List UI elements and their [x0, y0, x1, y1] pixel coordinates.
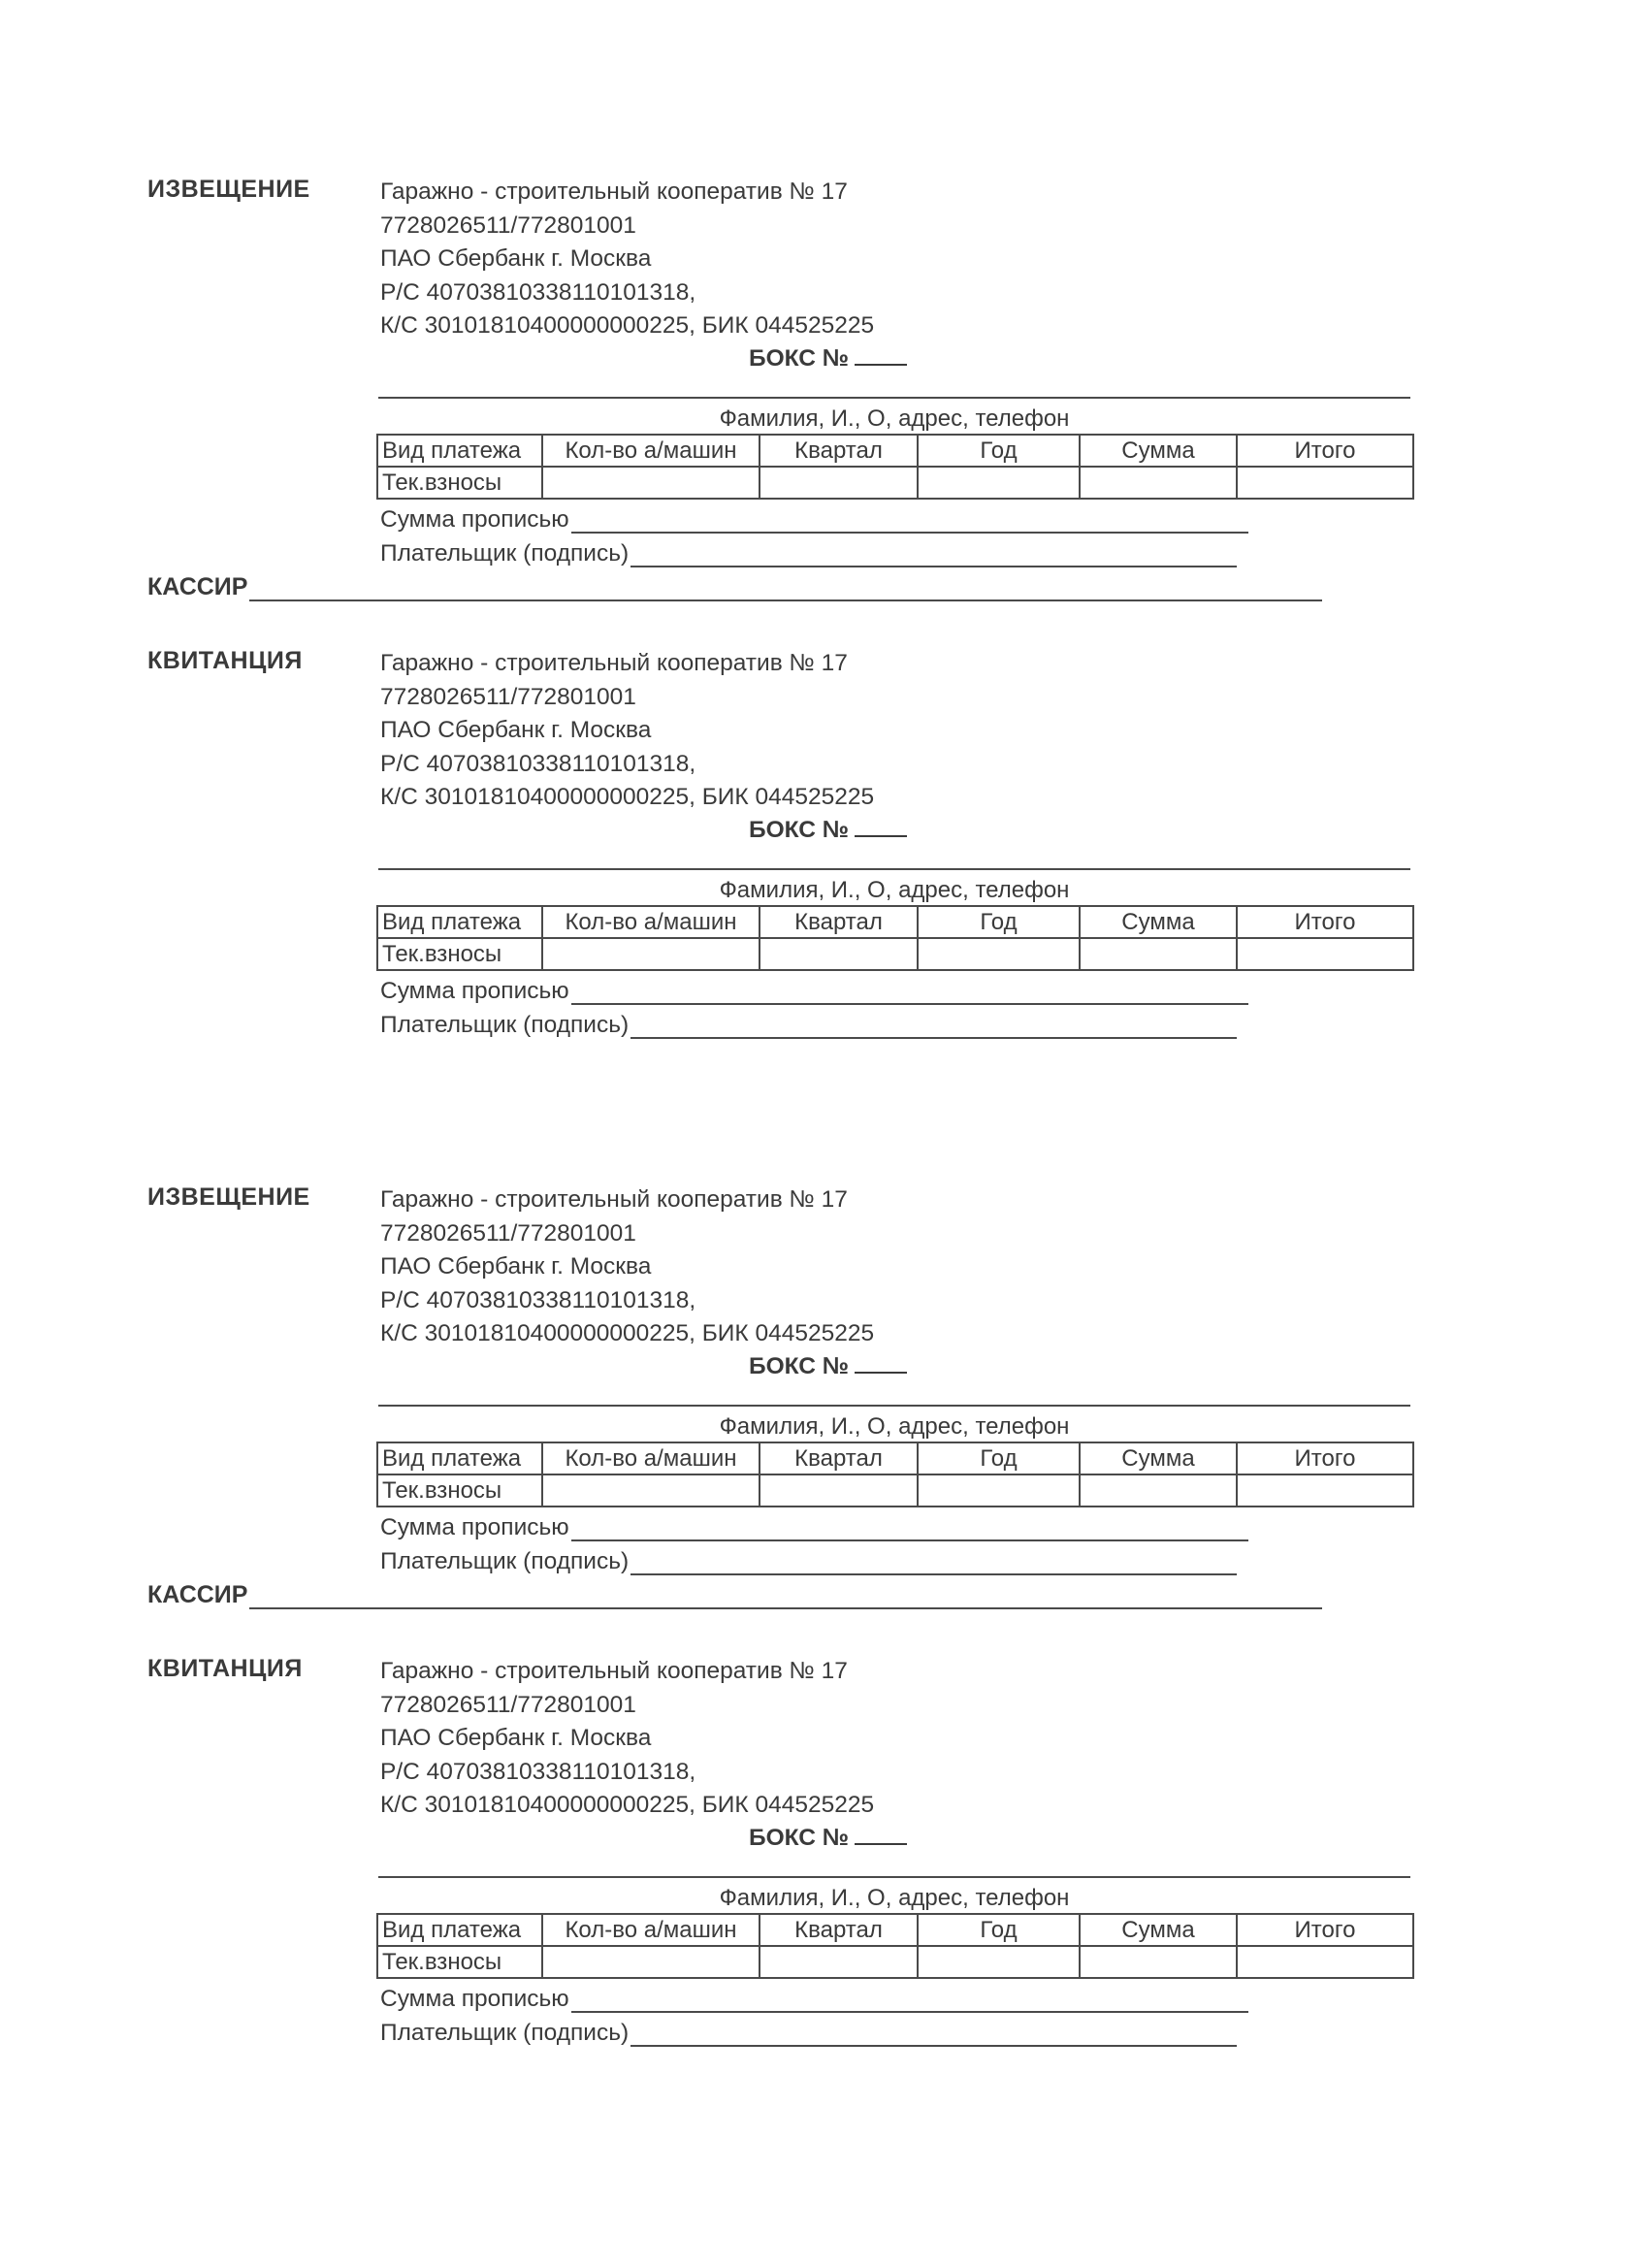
year-cell[interactable]: [918, 938, 1080, 970]
bank-name: ПАО Сбербанк г. Москва: [380, 1725, 652, 1752]
box-label: БОКС №: [749, 817, 850, 843]
car-count-cell[interactable]: [542, 1474, 760, 1507]
org-details: [380, 1655, 874, 1823]
quarter-cell[interactable]: [760, 938, 918, 970]
quarter-cell[interactable]: [760, 1474, 918, 1507]
header-sum: Сумма: [1080, 1442, 1237, 1474]
header-total: Итого: [1237, 906, 1413, 938]
payer-signature-field[interactable]: [630, 1016, 1237, 1039]
header-payment-type: Вид платежа: [377, 906, 542, 938]
box-number: [749, 342, 907, 373]
form-label: КВИТАНЦИЯ: [147, 1655, 303, 1682]
sum-cell[interactable]: [1080, 938, 1237, 970]
payment-type-cell: Тек.взносы: [377, 1474, 542, 1507]
org-details: [380, 176, 874, 343]
org-name: Гаражно - строительный кооператив № 17: [380, 178, 848, 205]
header-quarter: Квартал: [760, 906, 918, 938]
header-year: Год: [918, 1914, 1080, 1946]
box-number-field[interactable]: [855, 1822, 907, 1845]
payer-signature-row: [380, 2020, 1237, 2047]
form-label: ИЗВЕЩЕНИЕ: [147, 1183, 310, 1211]
car-count-cell[interactable]: [542, 467, 760, 499]
org-name: Гаражно - строительный кооператив № 17: [380, 650, 848, 676]
payment-table: [376, 434, 1414, 500]
org-inn-kpp: 7728026511/772801001: [380, 1691, 636, 1718]
payment-type-cell: Тек.взносы: [377, 938, 542, 970]
car-count-cell[interactable]: [542, 1946, 760, 1978]
payment-type-cell: Тек.взносы: [377, 1946, 542, 1978]
payment-table: [376, 1913, 1414, 1979]
payment-row: [377, 1946, 1413, 1978]
org-details: [380, 1183, 874, 1351]
header-payment-type: Вид платежа: [377, 1914, 542, 1946]
sum-in-words-field[interactable]: [571, 1990, 1248, 2013]
year-cell[interactable]: [918, 1474, 1080, 1507]
payer-name-caption: Фамилия, И., О, адрес, телефон: [719, 1413, 1070, 1440]
total-cell[interactable]: [1237, 938, 1413, 970]
box-number-field[interactable]: [855, 814, 907, 837]
sum-in-words-label: Сумма прописью: [380, 1986, 569, 2012]
form-label: ИЗВЕЩЕНИЕ: [147, 176, 310, 203]
payment-table: [376, 1442, 1414, 1507]
settlement-account: Р/С 40703810338110101318,: [380, 1758, 696, 1785]
payer-name-field[interactable]: [378, 397, 1410, 399]
box-label: БОКС №: [749, 1825, 850, 1851]
sum-cell[interactable]: [1080, 1474, 1237, 1507]
sum-in-words-field[interactable]: [571, 982, 1248, 1005]
box-label: БОКС №: [749, 1353, 850, 1379]
header-year: Год: [918, 1442, 1080, 1474]
box-number: [749, 1822, 907, 1852]
payer-signature-label: Плательщик (подпись): [380, 1012, 630, 1038]
sum-cell[interactable]: [1080, 1946, 1237, 1978]
cashier-label: КАССИР: [147, 1581, 248, 1608]
header-quarter: Квартал: [760, 1914, 918, 1946]
payment-type-cell: Тек.взносы: [377, 467, 542, 499]
sum-cell[interactable]: [1080, 467, 1237, 499]
correspondent-account-bik: К/С 30101810400000000225, БИК 044525225: [380, 784, 875, 811]
cashier-label: КАССИР: [147, 573, 248, 600]
correspondent-account-bik: К/С 30101810400000000225, БИК 044525225: [380, 1792, 875, 1819]
receipt-form: [0, 647, 1649, 1113]
payer-signature-field[interactable]: [630, 2024, 1237, 2047]
sum-in-words-label: Сумма прописью: [380, 978, 569, 1004]
payer-signature-row: [380, 540, 1237, 567]
payment-table: [376, 905, 1414, 971]
year-cell[interactable]: [918, 1946, 1080, 1978]
sum-in-words-label: Сумма прописью: [380, 1514, 569, 1540]
form-label: КВИТАНЦИЯ: [147, 647, 303, 674]
header-quarter: Квартал: [760, 1442, 918, 1474]
header-payment-type: Вид платежа: [377, 435, 542, 467]
box-number-field[interactable]: [855, 342, 907, 366]
sum-in-words-row: [380, 506, 1248, 534]
sum-in-words-row: [380, 978, 1248, 1005]
sum-in-words-field[interactable]: [571, 1518, 1248, 1541]
payer-name-field[interactable]: [378, 1876, 1410, 1878]
bank-name: ПАО Сбербанк г. Москва: [380, 1253, 652, 1280]
cashier-field[interactable]: [249, 578, 1322, 601]
correspondent-account-bik: К/С 30101810400000000225, БИК 044525225: [380, 1320, 875, 1347]
payment-row: [377, 938, 1413, 970]
payment-table-header: [377, 435, 1413, 467]
quarter-cell[interactable]: [760, 467, 918, 499]
header-car-count: Кол-во а/машин: [542, 435, 760, 467]
header-quarter: Квартал: [760, 435, 918, 467]
cashier-row: [147, 1581, 1322, 1609]
payment-table-header: [377, 1442, 1413, 1474]
org-inn-kpp: 7728026511/772801001: [380, 211, 636, 239]
payer-name-caption: Фамилия, И., О, адрес, телефон: [719, 405, 1070, 432]
payment-table-header: [377, 1914, 1413, 1946]
settlement-account: Р/С 40703810338110101318,: [380, 750, 696, 777]
correspondent-account-bik: К/С 30101810400000000225, БИК 044525225: [380, 312, 875, 340]
header-payment-type: Вид платежа: [377, 1442, 542, 1474]
payer-signature-label: Плательщик (подпись): [380, 1548, 630, 1574]
org-name: Гаражно - строительный кооператив № 17: [380, 1186, 848, 1213]
header-year: Год: [918, 435, 1080, 467]
box-number-field[interactable]: [855, 1350, 907, 1374]
payer-signature-field[interactable]: [630, 544, 1237, 567]
sum-in-words-field[interactable]: [571, 510, 1248, 534]
header-total: Итого: [1237, 435, 1413, 467]
org-inn-kpp: 7728026511/772801001: [380, 683, 636, 710]
year-cell[interactable]: [918, 467, 1080, 499]
payment-row: [377, 1474, 1413, 1507]
sum-in-words-row: [380, 1514, 1248, 1541]
notice-form: [0, 1183, 1649, 1649]
bank-name: ПАО Сбербанк г. Москва: [380, 245, 652, 273]
receipt-form: [0, 1655, 1649, 2121]
box-label: БОКС №: [749, 345, 850, 372]
header-car-count: Кол-во а/машин: [542, 906, 760, 938]
payer-signature-label: Плательщик (подпись): [380, 540, 630, 567]
box-number: [749, 814, 907, 844]
header-year: Год: [918, 906, 1080, 938]
payment-row: [377, 467, 1413, 499]
header-total: Итого: [1237, 1914, 1413, 1946]
settlement-account: Р/С 40703810338110101318,: [380, 278, 696, 306]
total-cell[interactable]: [1237, 1474, 1413, 1507]
total-cell[interactable]: [1237, 467, 1413, 499]
cashier-row: [147, 573, 1322, 601]
total-cell[interactable]: [1237, 1946, 1413, 1978]
payer-signature-label: Плательщик (подпись): [380, 2020, 630, 2046]
quarter-cell[interactable]: [760, 1946, 918, 1978]
payer-signature-row: [380, 1012, 1237, 1039]
bank-name: ПАО Сбербанк г. Москва: [380, 717, 652, 744]
payer-signature-field[interactable]: [630, 1552, 1237, 1575]
notice-form: [0, 176, 1649, 641]
box-number: [749, 1350, 907, 1380]
cashier-field[interactable]: [249, 1586, 1322, 1609]
payer-name-field[interactable]: [378, 1405, 1410, 1407]
payment-table-header: [377, 906, 1413, 938]
header-sum: Сумма: [1080, 435, 1237, 467]
settlement-account: Р/С 40703810338110101318,: [380, 1286, 696, 1313]
sum-in-words-label: Сумма прописью: [380, 506, 569, 533]
header-car-count: Кол-во а/машин: [542, 1914, 760, 1946]
org-name: Гаражно - строительный кооператив № 17: [380, 1658, 848, 1684]
header-sum: Сумма: [1080, 1914, 1237, 1946]
payer-signature-row: [380, 1548, 1237, 1575]
header-total: Итого: [1237, 1442, 1413, 1474]
header-car-count: Кол-во а/машин: [542, 1442, 760, 1474]
payer-name-caption: Фамилия, И., О, адрес, телефон: [719, 877, 1070, 903]
car-count-cell[interactable]: [542, 938, 760, 970]
payer-name-caption: Фамилия, И., О, адрес, телефон: [719, 1885, 1070, 1911]
header-sum: Сумма: [1080, 906, 1237, 938]
org-inn-kpp: 7728026511/772801001: [380, 1219, 636, 1247]
sum-in-words-row: [380, 1986, 1248, 2013]
payer-name-field[interactable]: [378, 868, 1410, 870]
org-details: [380, 647, 874, 815]
